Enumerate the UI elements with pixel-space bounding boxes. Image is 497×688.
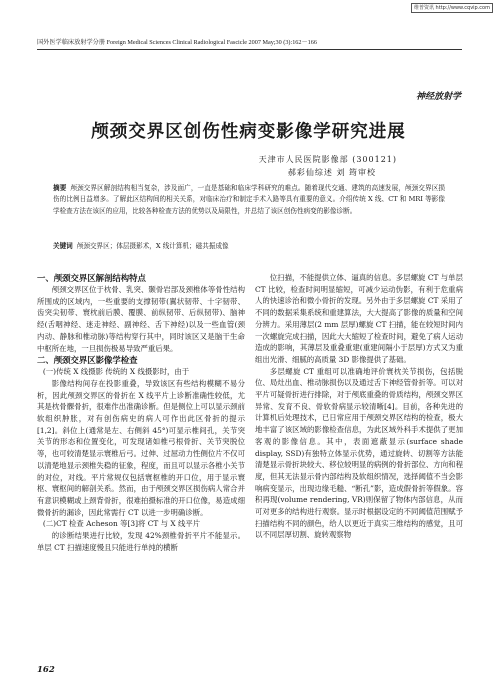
keywords-text: 颅颈交界区；体层摄影术，X 线计算机；磁共振成像 xyxy=(76,242,229,250)
page-number: 162 xyxy=(37,665,55,675)
source-stamp: 维普资讯 http://www.cqvip.com xyxy=(411,3,493,13)
right-column xyxy=(255,272,463,541)
keywords xyxy=(53,240,229,250)
section-heading: (一)传统 X 线摄影 传统的 X 线摄影时，由于 xyxy=(42,367,190,377)
body-paragraph: 的诊断结果进行比较，发现 42%颈椎骨折平片不能显示。单层 CT 扫描速度慢且只能进行单纯的横断 xyxy=(37,531,245,552)
authors: 郝彩仙综述 刘 筠审校 xyxy=(287,168,376,177)
affiliation: 天津市人民医院影像部 (300121) xyxy=(258,155,397,164)
abstract-label: 摘要 xyxy=(53,184,67,192)
header-rule xyxy=(37,49,462,50)
article-title: 颅颈交界区创伤性病变影像学研究进展 xyxy=(91,122,406,142)
section-heading: (二)CT 检查 Acheson 等[3]将 CT 与 X 线平片 xyxy=(42,519,201,529)
abstract-text: 颅颈交界区解剖结构相当复杂，涉及面广，一直是基础和临床学科研究的难点。随着现代交通、建筑的高速发展，颅颈交界区损伤的比例日益增多。了解此区结构间的相关关系，对临床治疗和制定手术入路等具有重要的意义。介绍传统 X 线、CT 和 MRI 等影像学检查方法在该区的应用，比较各种检查方法的优势以及局限性，并总结了该区创伤性病变的影像诊断。 xyxy=(53,184,446,215)
body-paragraph: 位扫描，不能提供立体、逼真的信息。多层螺旋 CT 与单层 CT 比较，检查时间明显缩短，可减少运动伪影，有利于危重病人的快速诊治和微小骨折的发现。另外由于多层螺旋 CT 采用了不同的数据采集系统和重建算法，大大提高了影像的质量和空间分辨力。采用薄层(2 mm 层厚)螺旋 CT 扫描，能在较短时间内一次螺旋完成扫描，因此大大缩短了检查时间，避免了病人运动造成的影响，其薄层及重叠重建(重建间隔小于层厚)方式又为重组出光滑、细腻的高质量 3D 影像提供了基础。 xyxy=(255,273,463,364)
section-heading: 二、颅颈交界区影像学检查 xyxy=(37,355,138,366)
body-paragraph: 颅颈交界区位于枕骨、乳突、颞骨岩部及颈椎体等骨性结构所围成的区域内，一些重要的支撑韧带(翼状韧带、十字韧带、齿突尖韧带、寰枕前后膜、覆膜、前纵韧带、后纵韧带)、脑神经(舌咽神经、迷走神经、副神经、舌下神经)以及一些血管(颈内动、静脉和椎动脉)等结构穿行其中，同时该区又是脑干生命中枢所在地，一旦损伤极易导致严重后果。 xyxy=(37,285,245,353)
section-tag: 神经放射学 xyxy=(415,92,461,102)
keywords-label: 关键词 xyxy=(53,242,73,250)
running-header: 国外医学临床放射学分册 Foreign Medical Sciences Clinical Radiological Fascicle 2007 May;30 (3):162－166 xyxy=(37,39,317,46)
left-column xyxy=(37,272,245,553)
section-heading: 一、颅颈交界区解剖结构特点 xyxy=(37,273,146,283)
body-paragraph: 影像结构间存在投影重叠，导致该区有些结构模糊不易分析，因此颅颈交界区的骨折在 X 线平片上诊断准确性较低，尤其是枕骨髁骨折，很难作出准确诊断。但是侧位上可以显示颈前软组织肿胀，对有创伤病史的病人可作出此区骨折的提示[1,2]。斜位上(通常是左、右侧斜 45°)可显示椎间孔，关节突关节的形态和位置变化，可发现诸如椎弓根骨折、关节突脱位等，也可较清楚显示寰椎后弓。过伸、过屈动力性侧位片不仅可以清楚地显示颈椎失稳的征象，程度，而且可以显示各椎小关节的对位，对线。平片常规仅包括寰枢椎的开口位，用于显示寰枢、寰枢间的解剖关系。然而，由于颅颈交界区损伤病人常合并有意识模糊或上颈背骨折，很难拍摄标准的开口位像，易造成细微骨折的漏诊，因此常需行 CT 以进一步明确诊断。 xyxy=(37,378,245,517)
abstract xyxy=(53,183,445,217)
body-paragraph: 多层螺旋 CT 重组可以准确地评价寰枕关节损伤，包括脱位、局灶出血、椎动脉损伤以及通过舌下神经管骨折等。可以对平片可疑骨折进行排除，对于颅底重叠的骨质结构，颅颈交界区异常、发育不良、骨软骨病显示较清晰[4]。目前，各种先进的计算机后处理技术，已日常应用于颅颈交界区结构的检查，极大地丰富了该区域的影像检查信息，为此区域外科手术提供了更加客观的影像信息。其中，表面遮蔽显示(surface shade display, SSD)有独特立体显示优势，通过旋转、切割等方法能清楚显示骨折块较大、移位较明显的病例的骨折部位、方向和程度，但其无法显示骨内部结构及软组织情况，选择阈值不当会影响病变显示，出现边缘毛糙、“断孔”影，造成假骨折等假象。容积再现(volume rendering, VR)则保留了物体内部信息，从而可对更多的结构进行观察。显示时根据设定的不同阈值范围赋予扫描结构不同的颜色，给人以更近于真实三维结构的感觉，且可以不同层厚切割、旋转观察物 xyxy=(255,366,463,540)
